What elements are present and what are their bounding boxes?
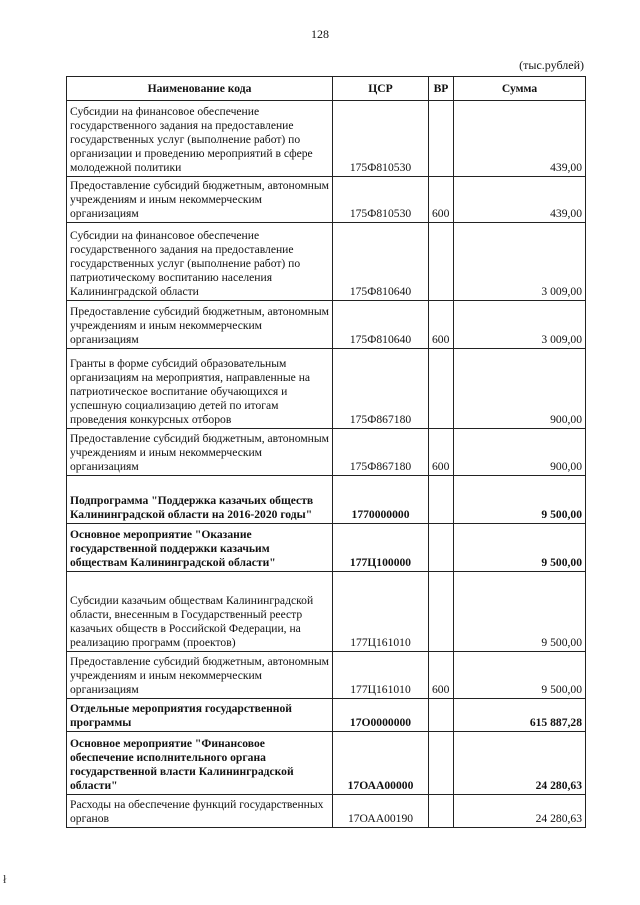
- row-vr: [429, 699, 454, 732]
- row-vr: [429, 101, 454, 177]
- header-sum: Сумма: [454, 77, 586, 101]
- row-csr: 175Ф867180: [333, 429, 429, 476]
- row-name: Отдельные мероприятия государственной программы: [67, 699, 333, 732]
- row-vr: 600: [429, 429, 454, 476]
- row-sum: 24 280,63: [454, 795, 586, 828]
- row-csr: 17ОАА00190: [333, 795, 429, 828]
- row-name: Субсидии казачьим обществам Калининградской области, внесенным в Государственный реестр казачьих обществ в Российской Федерации, на реализацию программ (проектов): [67, 572, 333, 652]
- row-sum: 900,00: [454, 349, 586, 429]
- table-row: [67, 349, 586, 429]
- table-row: [67, 476, 586, 524]
- row-name: Основное мероприятие "Финансовое обеспечение исполнительного органа государственной власти Калининградской области": [67, 732, 333, 795]
- row-vr: 600: [429, 301, 454, 349]
- table-row: [67, 177, 586, 223]
- row-csr: 175Ф810640: [333, 301, 429, 349]
- header-name: Наименование кода: [67, 77, 333, 101]
- table-row: [67, 101, 586, 177]
- row-csr: 177Ц161010: [333, 572, 429, 652]
- row-sum: 24 280,63: [454, 732, 586, 795]
- row-name: Гранты в форме субсидий образовательным организациям на мероприятия, направленные на патриотическое воспитание обучающихся и успешную социализацию детей по итогам проведения конкурсных отборов: [67, 349, 333, 429]
- page-number: 128: [311, 27, 329, 41]
- row-csr: 1770000000: [333, 476, 429, 524]
- row-sum: 3 009,00: [454, 223, 586, 301]
- row-name: Субсидии на финансовое обеспечение государственного задания на предоставление государственных услуг (выполнение работ) по организации и проведению мероприятий в сфере молодежной политики: [67, 101, 333, 177]
- row-name: Предоставление субсидий бюджетным, автономным учреждениям и иным некоммерческим организациям: [67, 429, 333, 476]
- row-vr: [429, 223, 454, 301]
- row-csr: 17ОАА00000: [333, 732, 429, 795]
- row-sum: 615 887,28: [454, 699, 586, 732]
- table-row: [67, 301, 586, 349]
- row-sum: 9 500,00: [454, 524, 586, 572]
- row-sum: 439,00: [454, 177, 586, 223]
- table-row: [67, 572, 586, 652]
- table-row: [67, 524, 586, 572]
- row-csr: 175Ф867180: [333, 349, 429, 429]
- row-vr: [429, 476, 454, 524]
- budget-table: [66, 76, 586, 828]
- header-csr: ЦСР: [333, 77, 429, 101]
- row-vr: [429, 524, 454, 572]
- row-name: Предоставление субсидий бюджетным, автономным учреждениям и иным некоммерческим организациям: [67, 652, 333, 699]
- row-name: Субсидии на финансовое обеспечение государственного задания на предоставление государственных услуг (выполнение работ) по патриотическому воспитанию населения Калининградской области: [67, 223, 333, 301]
- row-sum: 9 500,00: [454, 652, 586, 699]
- row-csr: 17О0000000: [333, 699, 429, 732]
- row-name: Основное мероприятие "Оказание государственной поддержки казачьим обществам Калининградской области": [67, 524, 333, 572]
- row-vr: [429, 795, 454, 828]
- row-sum: 439,00: [454, 101, 586, 177]
- row-name: Подпрограмма "Поддержка казачьих обществ Калининградской области на 2016-2020 годы": [67, 476, 333, 524]
- row-sum: 900,00: [454, 429, 586, 476]
- row-sum: 9 500,00: [454, 572, 586, 652]
- row-vr: [429, 572, 454, 652]
- row-csr: 177Ц100000: [333, 524, 429, 572]
- row-sum: 3 009,00: [454, 301, 586, 349]
- row-csr: 175Ф810640: [333, 223, 429, 301]
- table-row: [67, 699, 586, 732]
- row-vr: 600: [429, 652, 454, 699]
- row-vr: [429, 732, 454, 795]
- units-label: (тыс.рублей): [519, 58, 584, 72]
- row-csr: 175Ф810530: [333, 101, 429, 177]
- table-row: [67, 652, 586, 699]
- table-row: [67, 732, 586, 795]
- row-csr: 177Ц161010: [333, 652, 429, 699]
- row-name: Предоставление субсидий бюджетным, автономным учреждениям и иным некоммерческим организациям: [67, 177, 333, 223]
- row-vr: [429, 349, 454, 429]
- row-vr: 600: [429, 177, 454, 223]
- header-vr: ВР: [429, 77, 454, 101]
- row-name: Расходы на обеспечение функций государственных органов: [67, 795, 333, 828]
- table-header-row: [67, 77, 586, 101]
- table-row: [67, 795, 586, 828]
- row-sum: 9 500,00: [454, 476, 586, 524]
- row-name: Предоставление субсидий бюджетным, автономным учреждениям и иным некоммерческим организациям: [67, 301, 333, 349]
- row-csr: 175Ф810530: [333, 177, 429, 223]
- table-row: [67, 429, 586, 476]
- scan-edge-mark: ł: [3, 872, 7, 886]
- table-row: [67, 223, 586, 301]
